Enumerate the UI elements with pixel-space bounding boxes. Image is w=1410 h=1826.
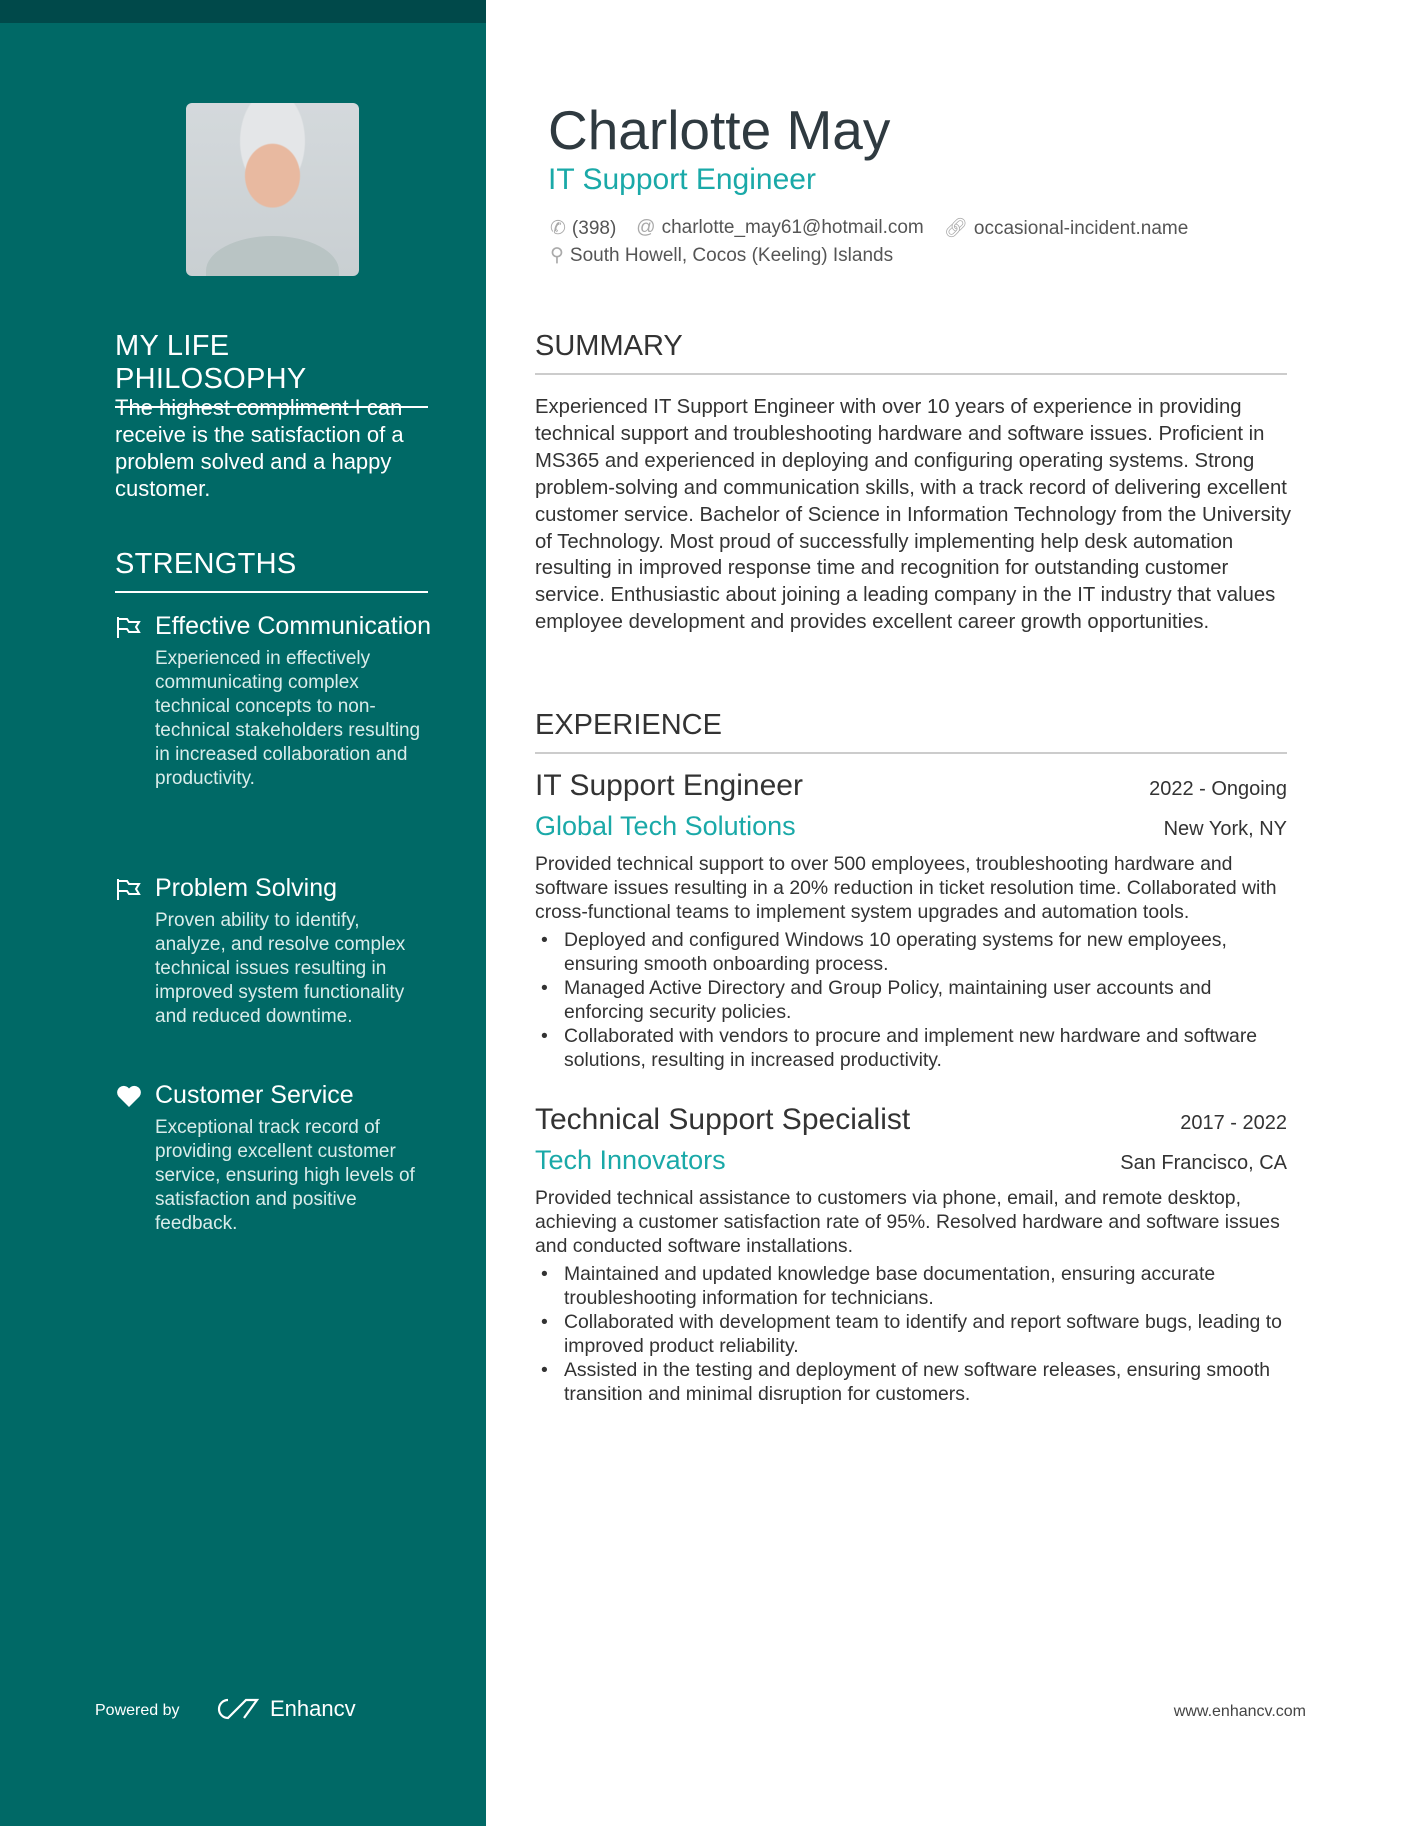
brand-name: Enhancv bbox=[270, 1696, 356, 1721]
job-location: New York, NY bbox=[1163, 818, 1287, 840]
job-title: Technical Support Specialist bbox=[535, 1103, 911, 1136]
location-pin-icon: ⚲ bbox=[550, 245, 564, 266]
flag-icon bbox=[116, 877, 142, 901]
link-icon: 🔗︎ bbox=[943, 218, 968, 239]
job-description: Provided technical assistance to customers via phone, email, and remote desktop, achieving a customer satisfaction rate of 95%. Resolved hardware and software issues and conducted software installations. bbox=[535, 1187, 1280, 1257]
strength-desc: Exceptional track record of providing excellent customer service, ensuring high levels of satisfaction and positive feedback. bbox=[155, 1117, 415, 1234]
strength-item bbox=[116, 611, 446, 791]
enhancv-logo-icon bbox=[214, 1697, 260, 1721]
strength-item bbox=[116, 873, 446, 1029]
job-bullet: • Collaborated with vendors to procure and implement new hardware and software solutions, resulting in increased productivity. bbox=[535, 1024, 1287, 1072]
phone[interactable]: (398) bbox=[571, 217, 617, 239]
strength-item bbox=[116, 1080, 446, 1236]
enhancv-logo[interactable] bbox=[214, 1696, 356, 1722]
job-dates: 2022 - Ongoing bbox=[1149, 778, 1287, 800]
strength-title: Problem Solving bbox=[155, 874, 338, 902]
profile-photo bbox=[186, 103, 359, 276]
job-location: San Francisco, CA bbox=[1120, 1152, 1287, 1174]
philosophy-text: The highest compliment I can receive is the satisfaction of a problem solved and a happy customer. bbox=[115, 395, 404, 501]
flag-icon bbox=[116, 615, 142, 639]
at-icon: @ bbox=[636, 217, 656, 238]
sidebar-top-bar bbox=[0, 0, 486, 23]
candidate-name: Charlotte May bbox=[548, 99, 891, 161]
candidate-title: IT Support Engineer bbox=[548, 163, 816, 196]
strength-title: Effective Communication bbox=[155, 612, 432, 640]
philosophy-heading: MY LIFE PHILOSOPHY bbox=[115, 330, 428, 408]
location-line bbox=[550, 244, 893, 267]
job-description: Provided technical support to over 500 employees, troubleshooting hardware and software issues resulting in a 20% reduction in ticket resolution time. Collaborated with cross-functional teams to implement system upgrades and automation tools. bbox=[535, 853, 1277, 923]
job-bullet: • Deployed and configured Windows 10 operating systems for new employees, ensuring smooth onboarding process. bbox=[535, 928, 1287, 976]
job-title: IT Support Engineer bbox=[535, 769, 803, 802]
job-bullet: • Maintained and updated knowledge base documentation, ensuring accurate troubleshooting information for technicians. bbox=[535, 1262, 1287, 1310]
location: South Howell, Cocos (Keeling) Islands bbox=[569, 245, 894, 266]
summary-heading: SUMMARY bbox=[535, 330, 1287, 375]
powered-by-label: Powered by bbox=[95, 1702, 180, 1719]
footer-site-link[interactable]: www.enhancv.com bbox=[1173, 1703, 1306, 1720]
website[interactable]: occasional-incident.name bbox=[973, 218, 1189, 239]
job-dates: 2017 - 2022 bbox=[1180, 1112, 1287, 1134]
job-bullet: • Assisted in the testing and deployment of new software releases, ensuring smooth transition and minimal disruption for customers. bbox=[535, 1358, 1287, 1406]
email[interactable]: charlotte_may61@hotmail.com bbox=[661, 217, 924, 238]
heart-icon bbox=[116, 1084, 142, 1108]
strengths-heading: STRENGTHS bbox=[115, 548, 428, 593]
experience-heading: EXPERIENCE bbox=[535, 709, 1287, 754]
job-bullet: • Managed Active Directory and Group Policy, maintaining user accounts and enforcing security policies. bbox=[535, 976, 1287, 1024]
phone-icon: ✆ bbox=[550, 217, 566, 239]
contact-line bbox=[550, 216, 1188, 240]
job-bullet: • Collaborated with development team to identify and report software bugs, leading to improved product reliability. bbox=[535, 1310, 1287, 1358]
job-entry bbox=[535, 769, 1287, 1072]
strength-title: Customer Service bbox=[155, 1081, 354, 1109]
job-entry bbox=[535, 1103, 1287, 1406]
strength-desc: Proven ability to identify, analyze, and resolve complex technical issues resulting in improved system functionality and reduced downtime. bbox=[155, 910, 406, 1027]
summary-text: Experienced IT Support Engineer with over 10 years of experience in providing technical support and troubleshooting hardware and software issues. Proficient in MS365 and experienced in deploying and configuring operating systems. Strong problem-solving and communication skills, with a track record of delivering excellent customer service. Bachelor of Science in Information Technology from the University of Technology. Most proud of successfully implementing help desk automation resulting in improved response time and recognition for outstanding customer service. Enthusiastic about joining a leading company in the IT industry that values employee development and provides excellent career growth opportunities. bbox=[535, 396, 1292, 634]
strength-desc: Experienced in effectively communicating complex technical concepts to non-technical stakeholders resulting in increased collaboration and productivity. bbox=[155, 648, 421, 789]
job-company: Tech Innovators bbox=[535, 1145, 726, 1175]
job-company: Global Tech Solutions bbox=[535, 811, 796, 841]
